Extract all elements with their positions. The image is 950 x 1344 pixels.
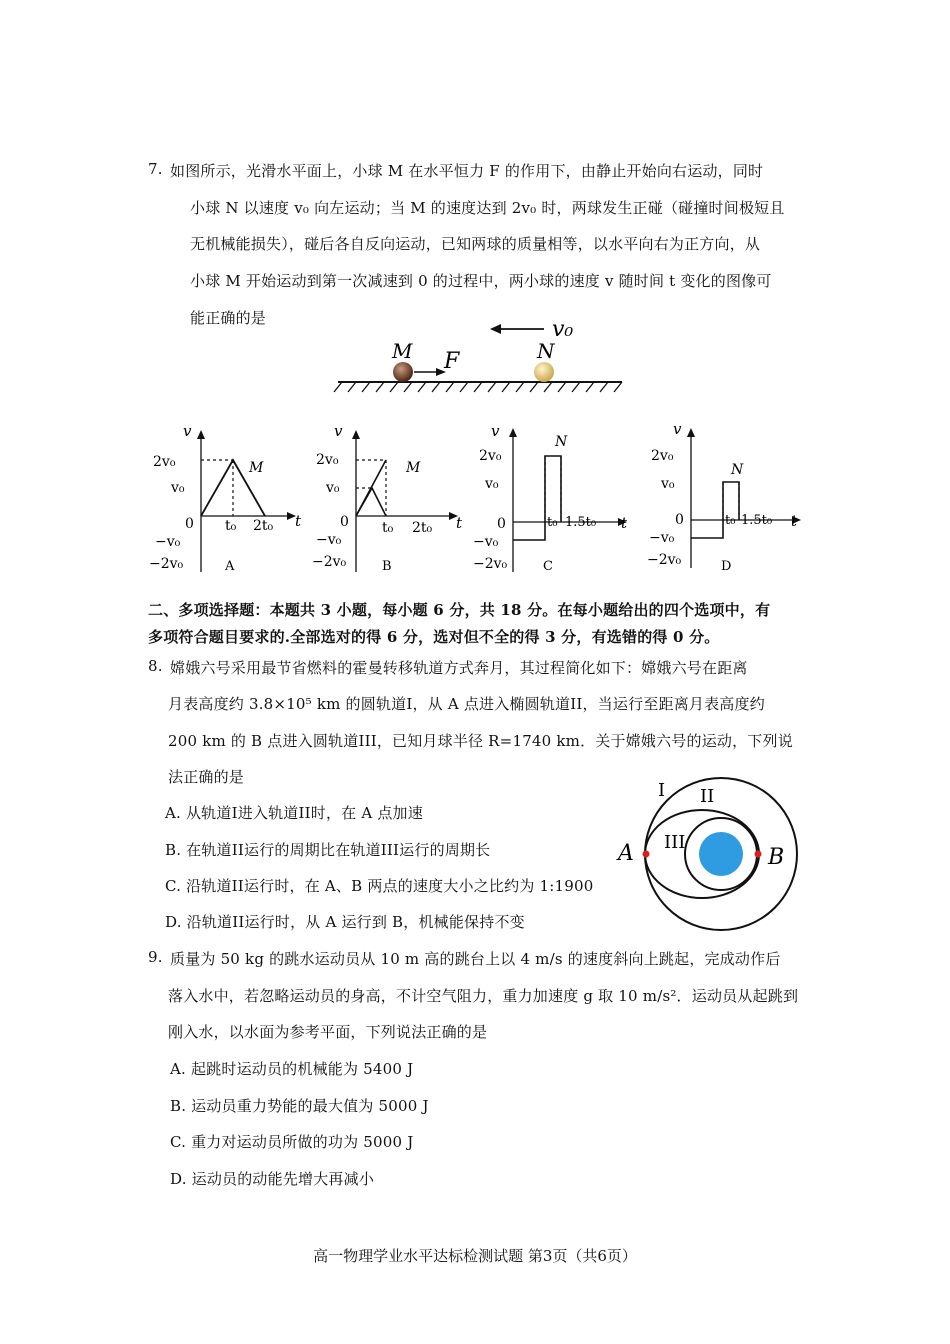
point-b (755, 851, 762, 858)
tick-1-5t0: 1.5t₀ (565, 515, 597, 530)
orbit-2-label: II (700, 786, 715, 807)
tick-zero: 0 (340, 514, 349, 530)
q7-line-5: 能正确的是 (190, 309, 267, 327)
tick-neg-v0: −v₀ (473, 534, 499, 550)
y-axis-label: v (673, 420, 682, 438)
q9-option-a: A. 起跳时运动员的机械能为 5400 J (170, 1060, 414, 1078)
y-axis-label: v (334, 422, 343, 440)
tick-t0: t₀ (225, 518, 237, 534)
point-a-label: A (618, 841, 634, 866)
tick-2t0: 2t₀ (412, 520, 433, 536)
q8-line-3: 200 km 的 B 点进入圆轨道III，已知月球半径 R=1740 km．关于嫦娥六号的运动，下列说 (168, 732, 793, 750)
option-label: D (721, 559, 732, 574)
tick-neg-2v0: −2v₀ (647, 552, 682, 568)
velocity-label: v₀ (552, 317, 574, 342)
q7-line-4: 小球 M 开始运动到第一次减速到 0 的过程中，两小球的速度 v 随时间 t 变化的图像可 (190, 272, 772, 290)
x-axis-label: t (621, 514, 628, 532)
point-b-label: B (768, 845, 785, 870)
option-label: C (543, 559, 553, 574)
series-label: N (731, 462, 744, 478)
q9-line-2: 落入水中，若忽略运动员的身高，不计空气阻力，重力加速度 g 取 10 m/s²．运动员从起跳到 (168, 987, 799, 1005)
q8-line-2: 月表高度约 3.8×10⁵ km 的圆轨道I，从 A 点进入椭圆轨道II，当运行至距离月表高度约 (168, 695, 765, 713)
point-a (643, 851, 650, 858)
q9-line-1: 质量为 50 kg 的跳水运动员从 10 m 高的跳台上以 4 m/s 的速度斜向上跳起，完成动作后 (170, 950, 781, 968)
q8-option-a: A. 从轨道I进入轨道II时，在 A 点加速 (165, 804, 423, 822)
option-label: A (225, 559, 235, 574)
ball-m (393, 362, 413, 382)
tick-2v0: 2v₀ (316, 452, 339, 468)
ball-m-label: M (392, 339, 413, 363)
tick-2v0: 2v₀ (479, 448, 502, 464)
tick-neg-2v0: −2v₀ (149, 556, 184, 572)
q8-line-1: 嫦娥六号采用最节省燃料的霍曼转移轨道方式奔月，其过程简化如下：嫦娥六号在距离 (170, 659, 748, 677)
tick-2t0: 2t₀ (253, 518, 274, 534)
q9-number: 9. (148, 948, 163, 966)
q8-line-4: 法正确的是 (168, 768, 245, 786)
tick-zero: 0 (185, 516, 194, 532)
graph-option-c (473, 420, 643, 580)
tick-v0: v₀ (171, 480, 185, 496)
tick-t0: t₀ (547, 515, 558, 530)
q7-number: 7. (148, 160, 163, 178)
orbit-1-label: I (658, 780, 666, 801)
ball-n-label: N (537, 339, 555, 363)
tick-neg-v0: −v₀ (649, 530, 675, 546)
force-label: F (444, 349, 460, 374)
x-axis-label: t (791, 512, 798, 530)
q8-option-d: D. 沿轨道II运行时，从 A 运行到 B，机械能保持不变 (165, 913, 525, 931)
q7-line-2: 小球 N 以速度 v₀ 向左运动；当 M 的速度达到 2v₀ 时，两球发生正碰（碰撞时间极短且 (190, 199, 785, 217)
graph-option-a (145, 420, 315, 580)
series-label: N (555, 434, 568, 450)
q8-option-b: B. 在轨道II运行的周期比在轨道III运行的周期长 (165, 841, 491, 859)
q9-option-c: C. 重力对运动员所做的功为 5000 J (170, 1133, 414, 1151)
x-axis-label: t (456, 514, 463, 532)
series-m-decel (356, 488, 386, 516)
tick-neg-2v0: −2v₀ (473, 556, 508, 572)
section2-heading-line1: 二、多项选择题：本题共 3 小题，每小题 6 分，共 18 分。在每小题给出的四个选项中，有 (148, 601, 771, 619)
tick-zero: 0 (675, 512, 684, 528)
tick-1-5t0: 1.5t₀ (741, 513, 773, 528)
q7-setup-figure (330, 312, 630, 402)
tick-t0: t₀ (382, 520, 394, 536)
tick-2v0: 2v₀ (153, 454, 176, 470)
q7-line-1: 如图所示，光滑水平面上，小球 M 在水平恒力 F 的作用下，由静止开始向右运动，同时 (170, 162, 764, 180)
tick-neg-2v0: −2v₀ (312, 554, 347, 570)
x-axis-label: t (295, 512, 302, 530)
tick-v0: v₀ (661, 476, 675, 492)
q7-line-3: 无机械能损失），碰后各自反向运动，已知两球的质量相等，以水平向右为正方向，从 (190, 235, 761, 253)
tick-2v0: 2v₀ (651, 448, 674, 464)
tick-v0: v₀ (326, 480, 340, 496)
page-footer: 高一物理学业水平达标检测试题 第3页（共6页） (313, 1247, 637, 1265)
orbit-3-label: III (664, 832, 686, 853)
q9-line-3: 刚入水，以水面为参考平面，下列说法正确的是 (168, 1023, 488, 1041)
tick-t0: t₀ (725, 513, 736, 528)
section2-heading-line2: 多项符合题目要求的.全部选对的得 6 分，选对但不全的得 3 分，有选错的得 0 分。 (148, 628, 720, 646)
y-axis-label: v (491, 422, 500, 440)
tick-neg-v0: −v₀ (316, 532, 342, 548)
q9-option-b: B. 运动员重力势能的最大值为 5000 J (170, 1097, 429, 1115)
option-label: B (382, 559, 392, 574)
graph-option-d (645, 420, 815, 580)
ground-hatching (334, 382, 622, 392)
series-n (691, 482, 739, 538)
tick-neg-v0: −v₀ (155, 534, 181, 550)
moon (699, 832, 743, 876)
series-label: M (406, 460, 421, 476)
tick-zero: 0 (497, 516, 506, 532)
tick-v0: v₀ (485, 476, 499, 492)
q8-orbit-figure (608, 772, 803, 934)
q8-number: 8. (148, 657, 163, 675)
graph-option-b (312, 420, 482, 580)
series-label: M (249, 460, 264, 476)
q9-option-d: D. 运动员的动能先增大再减小 (170, 1170, 375, 1188)
y-axis-label: v (183, 422, 192, 440)
ball-n (534, 362, 554, 382)
q8-option-c: C. 沿轨道II运行时，在 A、B 两点的速度大小之比约为 1:1900 (165, 877, 594, 895)
